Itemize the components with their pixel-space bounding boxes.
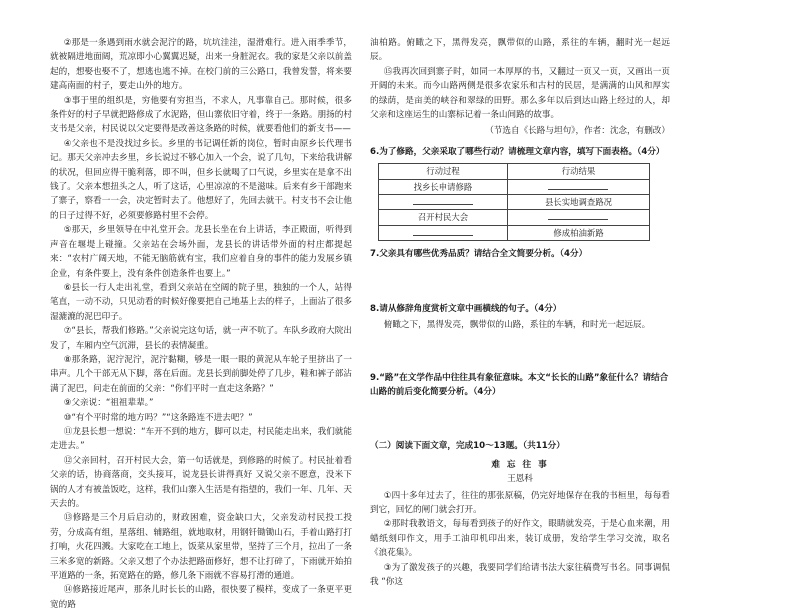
paragraph: ⑩“有个平时常的地方吗？”“这条路连不进去吧？” (63, 412, 253, 423)
paragraph: ⑮我再次回到寨子时，如同一本厚厚的书，又翻过一页又一页，又画出一页开阔的未来。而今山路两侧是很多农家乐和古村的民居，是满满的山风和厚实的绿荫，是亩美的峡谷和翠绿的田野。那么多年以后到达山路上经过的人，却父亲和这座运生的山寨标记着一条山间路的故事。 (370, 66, 670, 121)
article-author: 王恩科 (507, 474, 533, 485)
paragraph: ②那是一条遇到雨水就会泥泞的路，坑坑洼洼，湿滑难行。进入雨季季节，就被隔进地面阔，荒凉即小心翼翼迟疑，出来一身脏泥衣。我的家是父亲以前盖起的，想娶也娶不了，想逃也逃不掉。在校门前的三公路口，我曾发誓，将来要建高南面的村子，要走山外的地方。 (50, 38, 352, 92)
paragraph: 油柏路。俯瞰之下，黑得发亮，飘带似的山路，系往的车辆，翻时光一起远辰。 (370, 38, 670, 63)
table-cell: 县长实地调查路况 (507, 195, 649, 210)
paragraph: ⑤那天，乡里领导在中礼堂开会。龙县长坐在台上讲话，李正殿面，听得到声音在堰堤上碰撞。父亲站在会场外面，龙县长的讲话带外面的村庄都提起来：“农村广阔天地，不能无脑筋就有宝，我们应着自身的事件的能力发展乡镇企业，有条件要上，没有条件创造条件也要上。” (50, 225, 352, 279)
table-header: 行动过程 (379, 164, 508, 179)
paragraph: ⑧那条路，泥泞泥泞，泥泞黏糊，够是一眼一眼的黄泥从车轮子里挤出了一串声。几个干部无从下脚，落在后面。龙县长到前脚处停了几步，鞋和裤子部沾满了泥巴，问走在前面的父亲：“你们平时一直走这条路？” (50, 354, 352, 394)
paragraph: ⑫父亲回村，召开村民大会，第一句话就是，到修路的时候了。村民扯着看父亲的话，协商落商，交头接耳，说龙县长讲得真好 又说父亲不愿意，没米下锅的人才有被盖饭吃，这样，我们山寨入生活是有指望的，我们一年、几年、天天去的。 (50, 455, 352, 509)
answer-blank[interactable] (507, 210, 649, 225)
paragraph: ①四十多年过去了，往往的那张原稿，仍完好地保存在我的书桓里，每每看到它，回忆的闸门就会打开。 (370, 490, 670, 515)
quoted-sentence: 俯瞰之下，黑得发亮，飘带似的山路，系往的车辆，和时光一起远辰。 (383, 320, 651, 331)
question-8: 8.请从修辞角度赏析文章中画横线的句子。（4分） (370, 303, 562, 314)
answer-space[interactable] (370, 333, 670, 365)
paragraph: ②那时我教语文，每每看到孩子的好作文，眼睛就发亮，于是心血来潮，用蜡纸刻印作文，用手工油印机印出来，装订成册，发给学生学习交流，取名《浪花集》。 (370, 519, 670, 559)
question-7: 7.父亲具有哪些优秀品质？请结合全文简要分析。（4分） (370, 249, 588, 260)
table-header: 行动结果 (507, 164, 649, 179)
source-citation: （节选自《长路与坦句》，作者：沈念，有删改） (485, 126, 670, 137)
question-6: 6.为了修路，父亲采取了哪些行动？请梳理文章内容，填写下面表格。（4分） (370, 146, 665, 157)
answer-space[interactable] (370, 264, 670, 296)
paragraph: ⑬修路是三个月后启动的，财政困难，资金缺口大，父亲发动村民投工投劳，分成高有组，星落组、辅路组，就地取材，用钢钎锄锄山石，手着山路打打打响，火花四溅。大家吃在工地上，饭菜从家里带，坚持了三个月，拉出了一条三米多宽的新路。父亲又想了个办法把路面修好，想不让打碎了，下雨就开始拍平道路的一条，拓宽路在的路，修几条下雨就不容易打滑的通道。 (50, 513, 352, 582)
section-heading: （二）阅读下面文章，完成10～13题。（共11分） (370, 441, 565, 452)
paragraph: ⑦“县长，帮我们修路。”父亲说完这句话，就一声不吭了。车队乡政府大院出发了，车厢内空气沉滞，县长的表情凝重。 (50, 326, 352, 351)
paragraph: ⑪龙县长想一想说：“车开不到的地方，脚可以走，村民能走出来，我们就能走进去。” (50, 426, 352, 452)
answer-blank[interactable] (507, 179, 649, 194)
answer-space[interactable] (370, 401, 670, 433)
paragraph: ⑭修路接近尾声，那条儿时长长的山路，很快要了模样，变成了一条更平更宽的路 (50, 585, 352, 610)
paragraph: ⑥县长一行人走出礼堂，看到父亲站在空阔的院子里，独独的一个人，站得笔直，一动不动，只见动看的时候好像要把自己地基上去的样子，上面沾了很多湿漉漉的泥巴印子。 (50, 282, 352, 322)
left-column (50, 36, 352, 612)
paragraph: ③为了激发孩子的兴趣，我要同学们给请书法大家往稿费写书名。同事调侃我 “你这 (370, 562, 670, 587)
article-title: 难 忘 往 事 (491, 459, 549, 470)
right-column (370, 36, 670, 589)
paragraph: ④父亲也不是没找过乡长。乡里的书记调任新的岗位，暂时由原乡长代理书记。那天父亲冲去乡里，乡长说过不够心加入一个会，说了几句，下来给我讲解的状况，但回应得干脆利落，即不叫，但乡长就喝了口气说，乡里实在是拿不出钱了。父亲本想扭头之人，听了这话，心里凉凉的不是滋味。后来有乡干部跑来了寨子，察看一一会，决定暂时去了。他想好了，先回去就干。村支书不会让他的日子过得不好，必须要修路村里不会停。 (50, 138, 352, 221)
answer-blank[interactable] (379, 195, 508, 210)
question-9: 9.“路”在文学作品中往往具有象征意味。本文“长长的山路”象征什么？请结合山路的前后变化简要分析。（4分） (370, 372, 669, 397)
paragraph: ③事于里的组织是，穷他要有穷担当，不求人，凡事靠自己。那时候，很多条件好的村子早就把路修成了水泥路，但山寨依旧守着，终于一条路。朋扬的村支书是父亲，村民说以父定要得是改善这条路的时候，就要看他们的新支书—— (50, 95, 352, 135)
paragraph: ⑨父亲说：“祖祖辈辈。” (63, 398, 154, 409)
table-cell: 修成柏油新路 (507, 225, 649, 240)
table-cell: 召开村民大会 (379, 210, 508, 225)
action-table (378, 163, 650, 241)
answer-blank[interactable] (379, 225, 508, 240)
table-cell: 找乡长申请修路 (379, 179, 508, 194)
